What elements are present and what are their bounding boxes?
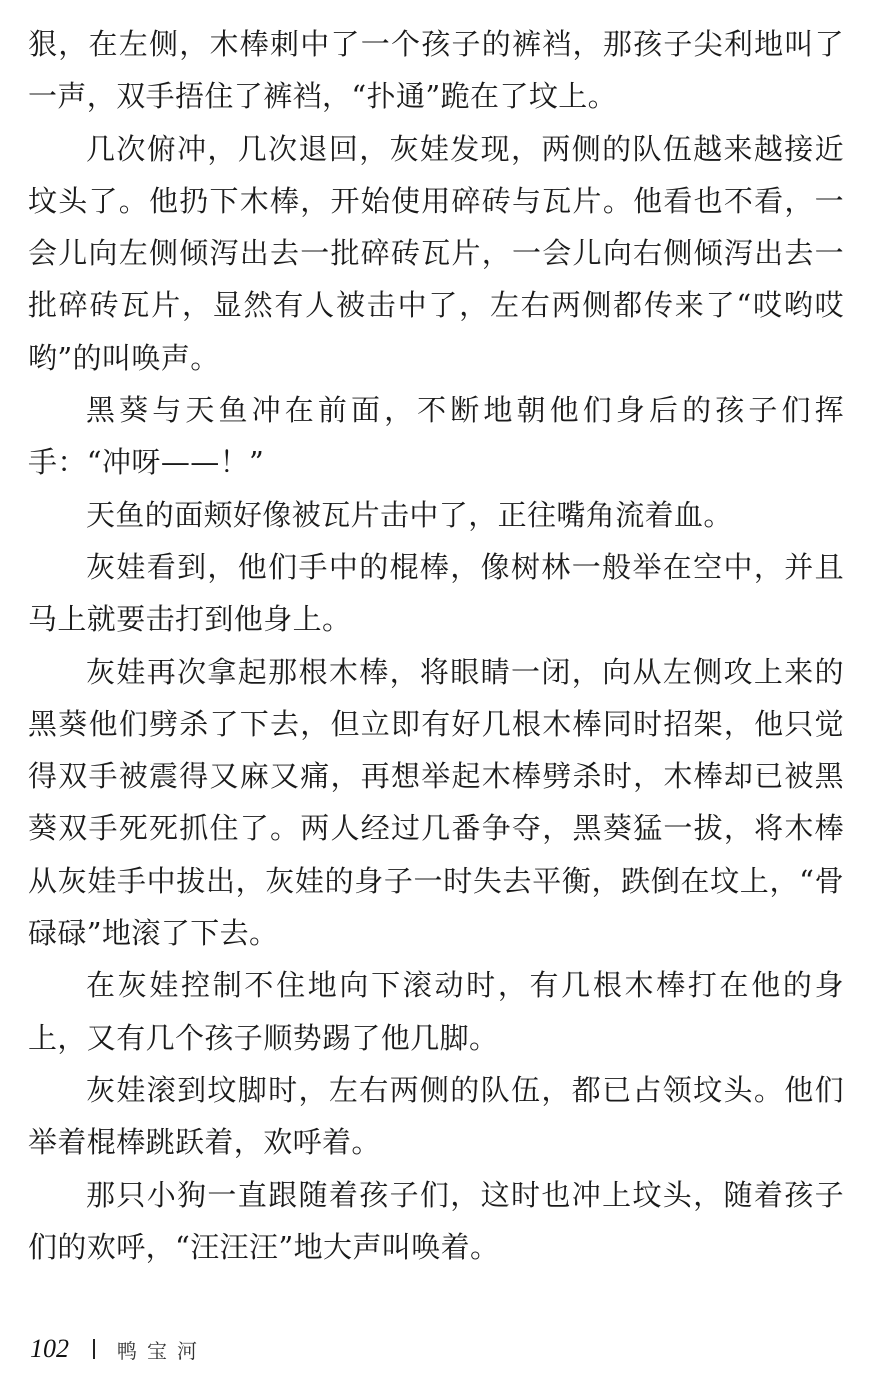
- book-title: 鸭宝河: [117, 1338, 207, 1363]
- page-footer: [30, 1334, 207, 1364]
- paragraph: 那只小狗一直跟随着孩子们，这时也冲上坟头，随着孩子们的欢呼，“汪汪汪”地大声叫唤着。: [28, 1177, 844, 1264]
- paragraph: 狠，在左侧，木棒刺中了一个孩子的裤裆，那孩子尖利地叫了一声，双手捂住了裤裆，“扑通”跪在了坟上。: [28, 27, 844, 114]
- page-body: [28, 18, 844, 1273]
- paragraph: 黑葵与天鱼冲在前面，不断地朝他们身后的孩子们挥手：“冲呀——！”: [28, 393, 844, 480]
- footer-divider: [93, 1339, 95, 1359]
- paragraph: 灰娃滚到坟脚时，左右两侧的队伍，都已占领坟头。他们举着棍棒跳跃着，欢呼着。: [28, 1072, 844, 1160]
- paragraph: 在灰娃控制不住地向下滚动时，有几根木棒打在他的身上，又有几个孩子顺势踢了他几脚。: [28, 968, 844, 1055]
- paragraph: 几次俯冲，几次退回，灰娃发现，两侧的队伍越来越接近坟头了。他扔下木棒，开始使用碎砖与瓦片。他看也不看，一会儿向左侧倾泻出去一批碎砖瓦片，一会儿向右侧倾泻出去一批碎砖瓦片，显然有人被击中了，左右两侧都传来了“哎哟哎哟”的叫唤声。: [28, 131, 844, 375]
- paragraph: 灰娃看到，他们手中的棍棒，像树林一般举在空中，并且马上就要击打到他身上。: [28, 549, 844, 637]
- paragraph: 天鱼的面颊好像被瓦片击中了，正往嘴角流着血。: [86, 497, 733, 532]
- page-number: 102: [30, 1334, 69, 1363]
- paragraph: 灰娃再次拿起那根木棒，将眼睛一闭，向从左侧攻上来的黑葵他们劈杀了下去，但立即有好几根木棒同时招架，他只觉得双手被震得又麻又痛，再想举起木棒劈杀时，木棒却已被黑葵双手死死抓住了。两人经过几番争夺，黑葵猛一拔，将木棒从灰娃手中拔出，灰娃的身子一时失去平衡，跌倒在坟上，“骨碌碌”地滚了下去。: [28, 654, 844, 951]
